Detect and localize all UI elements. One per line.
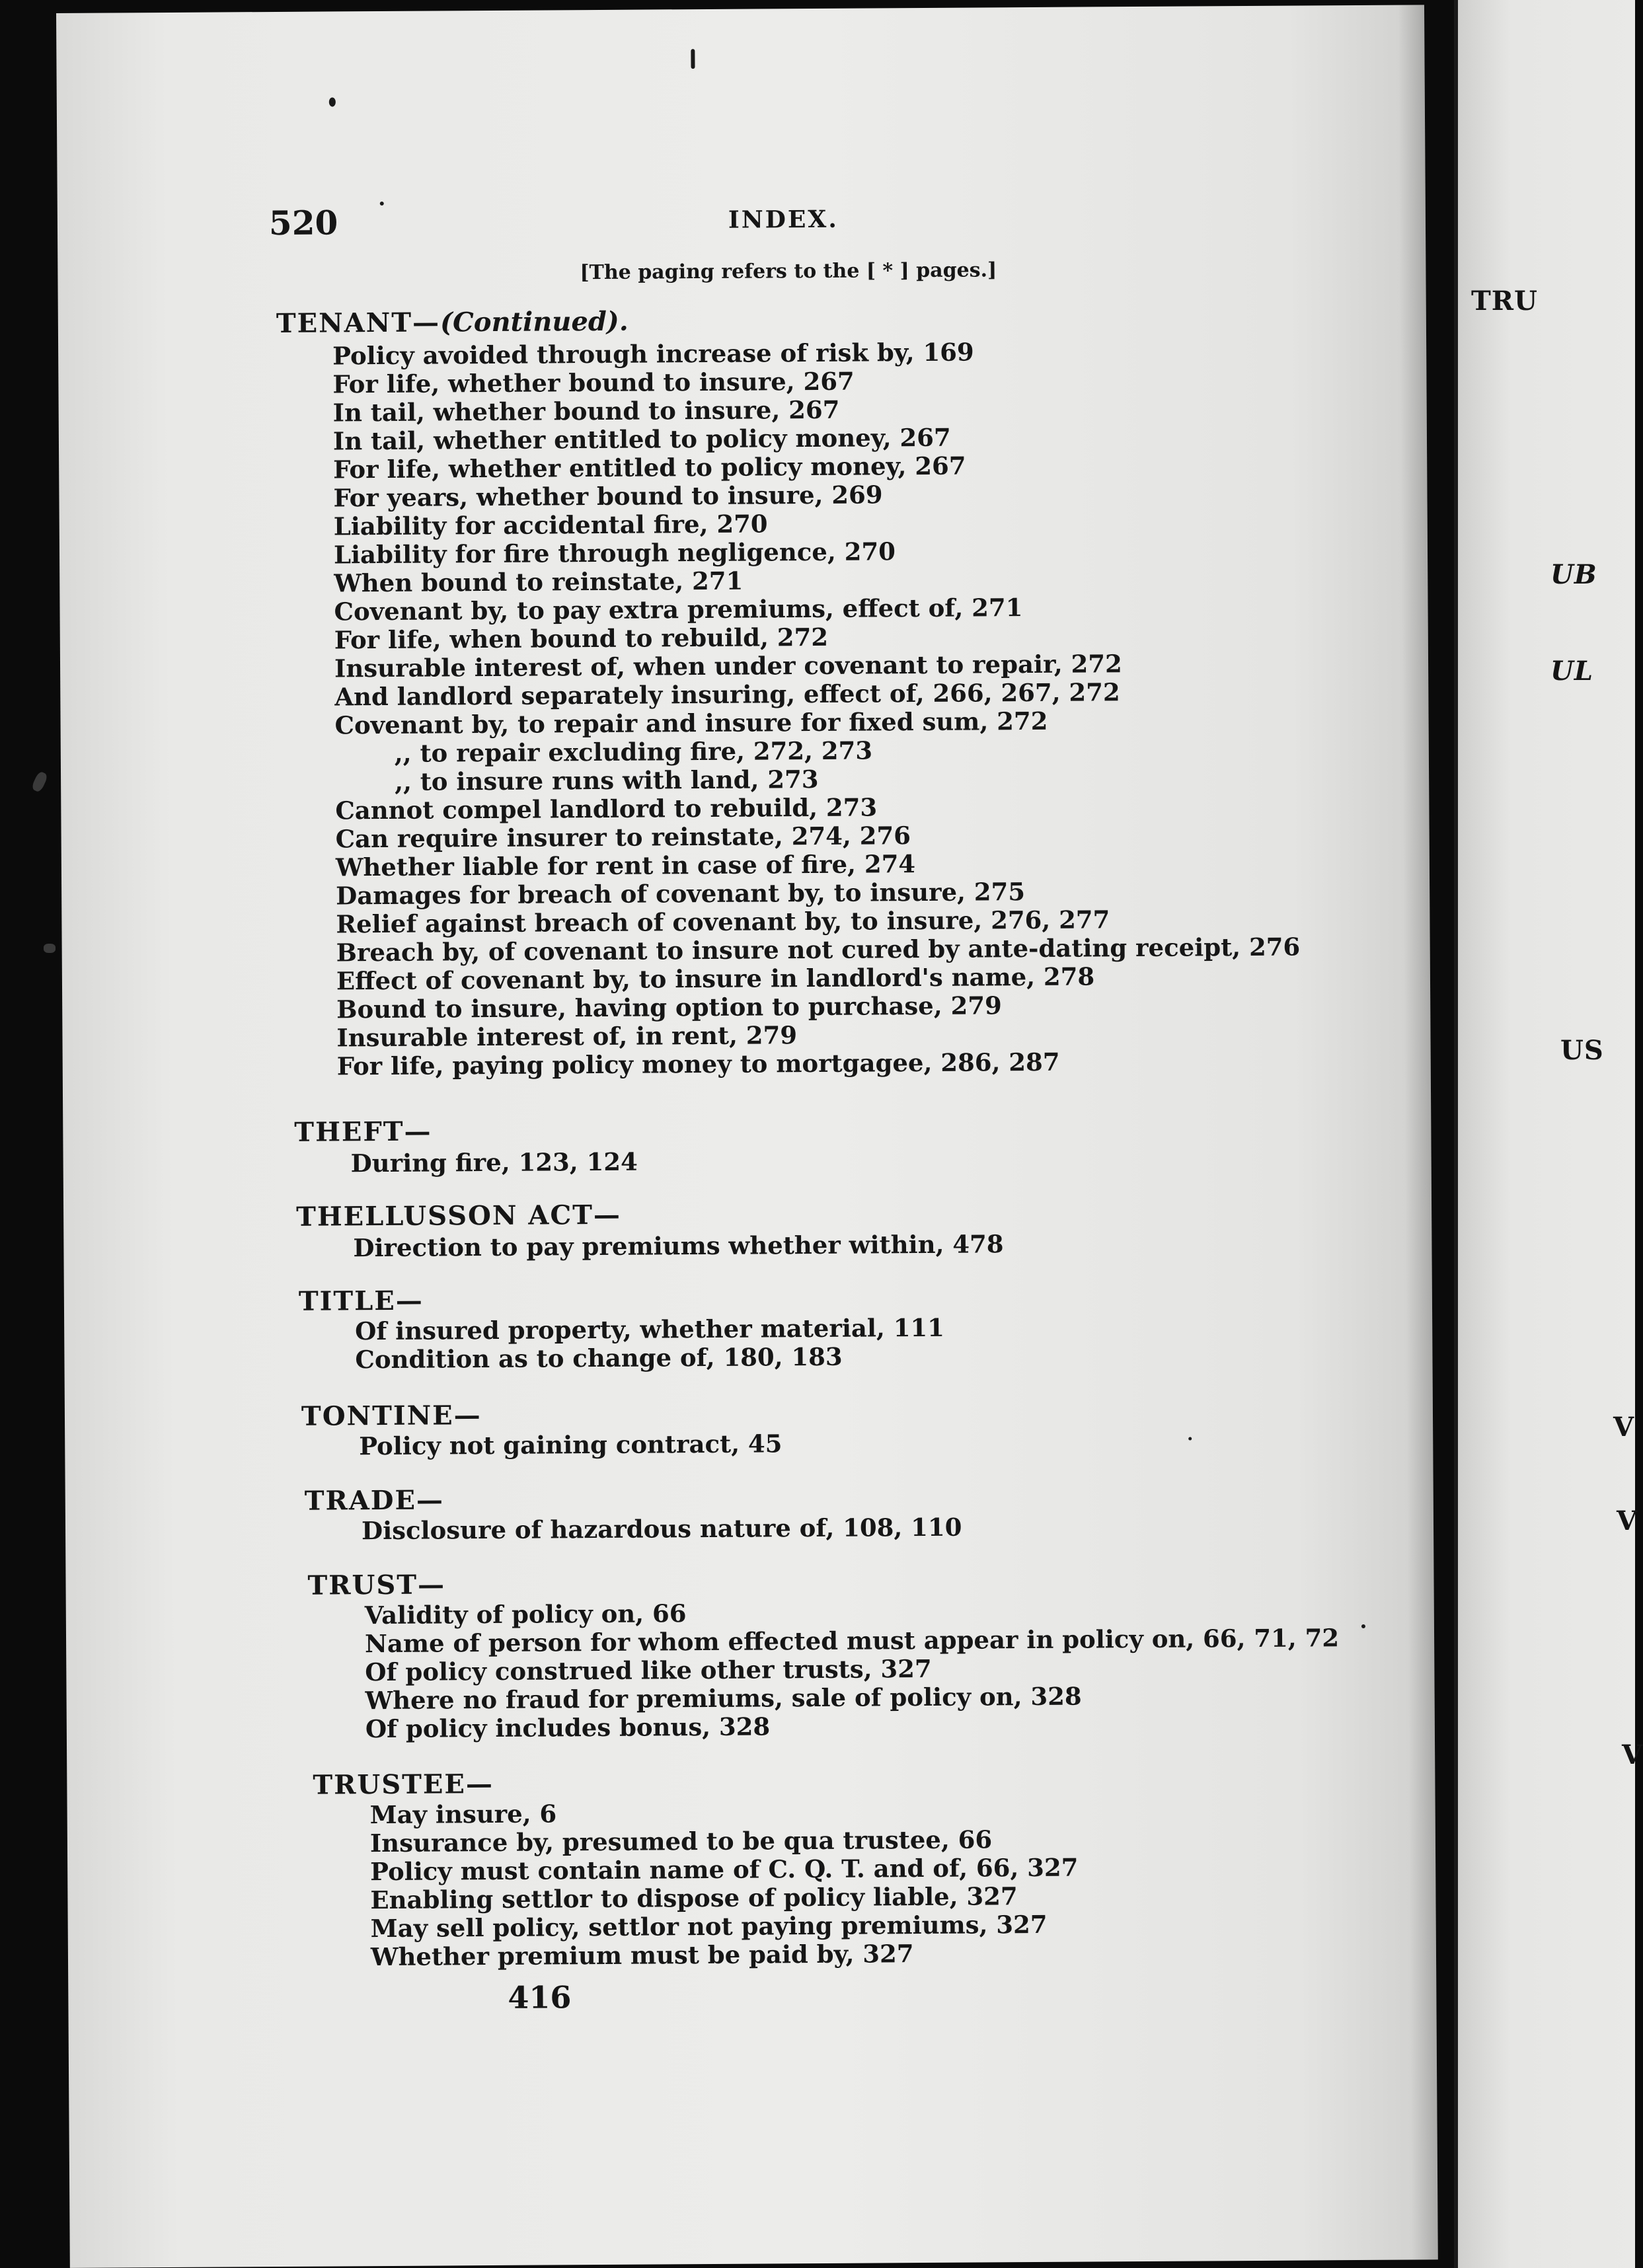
- index-heading: THEFT—: [294, 1115, 432, 1148]
- index-entry: Cannot compel landlord to rebuild, 273: [335, 792, 878, 825]
- index-heading: TONTINE—: [301, 1400, 482, 1432]
- index-entry-list: [370, 1797, 1079, 1972]
- index-heading: TRADE—: [304, 1484, 445, 1517]
- index-entry-list: [332, 336, 1301, 1081]
- index-entry: Disclosure of hazardous nature of, 108, 110: [361, 1512, 962, 1546]
- index-entry: For years, whether bound to insure, 269: [333, 480, 883, 513]
- facing-page-fragment: V: [1613, 1412, 1635, 1443]
- index-entry: Whether liable for rent in case of fire, 274: [335, 849, 916, 882]
- ink-speck: [1361, 1624, 1365, 1628]
- index-entry: Covenant by, to repair and insure for fixed sum, 272: [334, 706, 1048, 740]
- book-page: [56, 5, 1438, 2268]
- index-entry: Covenant by, to pay extra premiums, effect of, 271: [334, 593, 1023, 626]
- facing-page-fragment: US: [1560, 1035, 1604, 1066]
- index-entry: Bound to insure, having option to purchase, 279: [336, 991, 1002, 1024]
- index-entry: Enabling settlor to dispose of policy liable, 327: [370, 1881, 1018, 1915]
- heading-term: TENANT—: [276, 307, 441, 339]
- index-entry: Of insured property, whether material, 111: [355, 1312, 945, 1346]
- index-entry: For life, whether bound to insure, 267: [332, 366, 855, 399]
- index-entry: And landlord separately insuring, effect of, 266, 267, 272: [334, 677, 1120, 712]
- index-entry-list: [353, 1230, 1003, 1262]
- facing-page-fragment: UL: [1550, 656, 1594, 687]
- index-entry: Insurable interest of, in rent, 279: [336, 1020, 798, 1053]
- index-entry: Condition as to change of, 180, 183: [355, 1342, 843, 1375]
- index-entry: Insurable interest of, when under covenant to repair, 272: [334, 649, 1122, 683]
- index-entry: For life, when bound to rebuild, 272: [334, 622, 829, 655]
- index-entry: Liability for fire through negligence, 270: [333, 537, 896, 570]
- index-entry-list: [355, 1314, 944, 1374]
- facing-page-fragment: TRU: [1471, 285, 1538, 317]
- index-entry: Damages for breach of covenant by, to insure, 275: [336, 877, 1026, 911]
- index-entry: Policy must contain name of C. Q. T. and of, 66, 327: [370, 1852, 1079, 1887]
- facing-page-fragment: V: [1617, 1505, 1638, 1536]
- index-entry: ,, to repair excluding fire, 272, 273: [394, 736, 873, 768]
- index-entry: Whether premium must be paid by, 327: [370, 1939, 914, 1972]
- index-entry-list: [362, 1513, 962, 1546]
- signature-number: 416: [508, 1979, 572, 2016]
- running-title: INDEX.: [728, 205, 839, 234]
- margin-mark: [44, 944, 56, 953]
- index-heading: TRUSTEE—: [313, 1768, 494, 1801]
- ink-speck: [1188, 1437, 1192, 1441]
- facing-page-fragment: V: [1622, 1739, 1643, 1770]
- index-entry: Insurance by, presumed to be qua trustee, 66: [369, 1825, 993, 1858]
- index-entry: Policy avoided through increase of risk by, 169: [332, 337, 974, 371]
- heading-continued: (Continued).: [439, 305, 629, 338]
- ink-speck: [380, 202, 384, 206]
- index-heading: TRUST—: [307, 1569, 446, 1601]
- index-entry: Relief against breach of covenant by, to insure, 276, 277: [336, 905, 1110, 939]
- ink-speck: [329, 97, 336, 106]
- page-number: 520: [268, 203, 338, 243]
- index-entry: Liability for accidental fire, 270: [333, 509, 768, 541]
- index-entry: For life, whether entitled to policy money, 267: [333, 451, 966, 484]
- index-entry: Effect of covenant by, to insure in landlord's name, 278: [336, 962, 1095, 996]
- index-entry: ,, to insure runs with land, 273: [394, 764, 819, 796]
- index-entry: Direction to pay premiums whether within, 478: [353, 1229, 1004, 1263]
- margin-mark: [30, 771, 48, 793]
- index-entry: In tail, whether entitled to policy money, 267: [332, 422, 951, 456]
- index-heading: TITLE—: [298, 1285, 424, 1317]
- facing-page: [1454, 0, 1643, 2268]
- index-entry: Of policy construed like other trusts, 327: [365, 1653, 932, 1687]
- index-entry: For life, paying policy money to mortgagee, 286, 287: [336, 1047, 1060, 1081]
- paging-note: [The paging refers to the [ * ] pages.]: [580, 258, 997, 285]
- index-entry: Validity of policy on, 66: [364, 1599, 687, 1630]
- index-entry: During fire, 123, 124: [350, 1147, 638, 1178]
- index-heading: [276, 306, 629, 339]
- index-entry-list: [365, 1595, 1340, 1743]
- index-entry: May sell policy, settlor not paying premiums, 327: [370, 1909, 1048, 1944]
- index-entry: Of policy includes bonus, 328: [365, 1712, 771, 1744]
- index-entry: May insure, 6: [369, 1799, 557, 1830]
- index-entry: Breach by, of covenant to insure not cured by ante-dating receipt, 276: [336, 932, 1301, 967]
- index-entry: Can require insurer to reinstate, 274, 276: [335, 821, 911, 854]
- index-entry: In tail, whether bound to insure, 267: [332, 395, 840, 428]
- index-entry-list: [351, 1148, 638, 1178]
- index-entry: Name of person for whom effected must appear in policy on, 66, 71, 72: [364, 1623, 1340, 1659]
- index-entry: Policy not gaining contract, 45: [359, 1429, 783, 1461]
- facing-page-fragment: UB: [1550, 559, 1597, 590]
- index-heading: THELLUSSON ACT—: [295, 1199, 622, 1232]
- index-entry: When bound to reinstate, 271: [334, 566, 744, 598]
- index-entry-list: [359, 1429, 782, 1460]
- index-entry: Where no fraud for premiums, sale of policy on, 328: [365, 1681, 1082, 1716]
- ink-speck: [691, 49, 695, 69]
